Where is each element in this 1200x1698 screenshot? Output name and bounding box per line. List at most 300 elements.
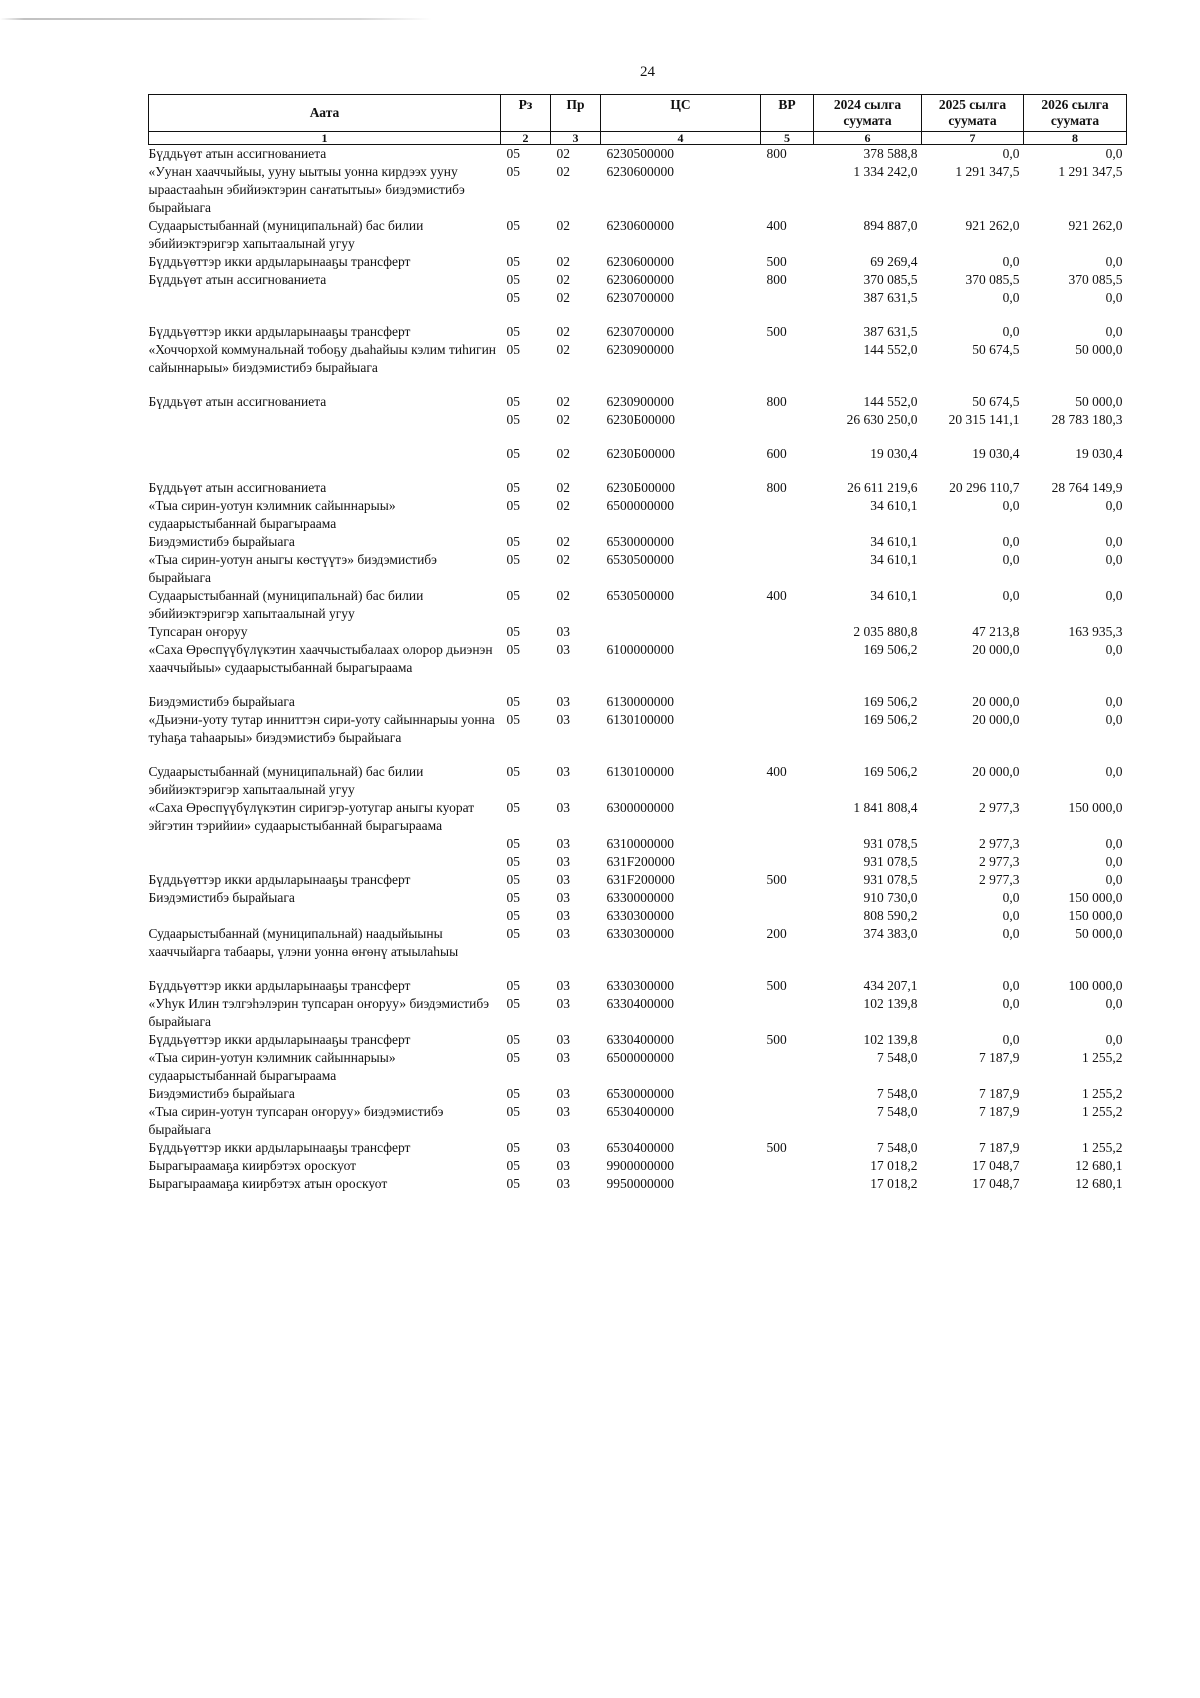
table-row [149,587,1127,623]
row-pr: 03 [556,1140,570,1155]
row-amount-2024: 169 506,2 [863,642,918,657]
row-amount-2026: 50 000,0 [1075,394,1123,409]
row-amount-2025: 0,0 [1002,588,1020,603]
row-vr [761,1175,814,1193]
row-amount-2025: 20 000,0 [972,712,1020,727]
row-vr: 500 [766,1140,787,1155]
row-pr: 02 [556,446,570,461]
row-amount-2024: 34 610,1 [870,552,918,567]
row-amount-2024: 102 139,8 [863,1032,918,1047]
row-amount-2026: 0,0 [1105,872,1123,887]
row-amount-2026: 28 764 149,9 [1051,480,1123,495]
row-cs: 6230700000 [606,324,674,339]
row-vr: 400 [766,764,787,779]
row-amount-2025: 17 048,7 [972,1176,1020,1191]
row-amount-2025: 7 187,9 [979,1140,1020,1155]
row-rz: 05 [506,694,520,709]
row-amount-2026: 0,0 [1105,642,1123,657]
row-cs: 6300000000 [606,800,674,815]
row-amount-2024: 169 506,2 [863,712,918,727]
row-vr: 500 [766,978,787,993]
row-rz: 05 [506,446,520,461]
row-vr: 400 [766,218,787,233]
row-amount-2026: 0,0 [1105,694,1123,709]
row-amount-2024: 7 548,0 [877,1086,918,1101]
row-rz: 05 [506,872,520,887]
table-row [149,623,1127,641]
row-amount-2026: 150 000,0 [1068,908,1123,923]
row-amount-2024: 931 078,5 [863,836,918,851]
row-amount-2025: 17 048,7 [972,1158,1020,1173]
table-row [149,889,1127,907]
row-name [149,853,501,871]
table-row [149,763,1127,799]
row-rz: 05 [506,552,520,567]
row-pr: 02 [556,164,570,179]
row-pr: 03 [556,1104,570,1119]
row-cs: 6230600000 [606,272,674,287]
row-rz: 05 [506,854,520,869]
column-number: 6 [814,132,922,145]
table-row [149,341,1127,393]
row-amount-2025: 0,0 [1002,552,1020,567]
row-vr [761,907,814,925]
table-row [149,977,1127,995]
row-amount-2024: 374 383,0 [863,926,918,941]
row-name: «Тыа сирин-уотун кэлимник сайыннарыы» судаарыстыбаннай бырагыраама [148,1050,396,1083]
row-amount-2024: 7 548,0 [877,1140,918,1155]
table-body [149,145,1127,1194]
row-rz: 05 [506,480,520,495]
table-row [149,853,1127,871]
row-amount-2025: 921 262,0 [965,218,1020,233]
row-pr: 02 [556,324,570,339]
row-amount-2026: 0,0 [1105,764,1123,779]
row-rz: 05 [506,164,520,179]
row-amount-2026: 0,0 [1105,836,1123,851]
row-name [149,835,501,853]
row-name [149,289,501,323]
row-vr [761,289,814,323]
row-cs: 9900000000 [606,1158,674,1173]
row-pr: 03 [556,764,570,779]
row-cs: 6530500000 [606,552,674,567]
row-amount-2024: 69 269,4 [870,254,918,269]
table-row [149,253,1127,271]
table-row [149,271,1127,289]
row-amount-2024: 1 334 242,0 [853,164,918,179]
row-vr: 400 [766,588,787,603]
row-amount-2024: 34 610,1 [870,534,918,549]
table-row [149,445,1127,479]
table-row [149,479,1127,497]
row-rz: 05 [506,498,520,513]
row-name: Бүддьүөттэр икки ардыларынааҕы трансферт [148,1032,411,1047]
row-rz: 05 [506,712,520,727]
row-amount-2026: 0,0 [1105,588,1123,603]
row-rz: 05 [506,394,520,409]
row-rz: 05 [506,890,520,905]
row-amount-2024: 931 078,5 [863,872,918,887]
row-amount-2025: 0,0 [1002,254,1020,269]
row-name: Судаарыстыбаннай (муниципальнай) наадыйыыны хааччыйарга табаары, үлэни уонна өҥөнү атыылаһыы [148,926,459,959]
row-amount-2025: 0,0 [1002,534,1020,549]
row-amount-2024: 34 610,1 [870,498,918,513]
row-cs: 6230600000 [606,218,674,233]
row-amount-2026: 1 255,2 [1082,1104,1123,1119]
row-pr: 02 [556,480,570,495]
row-amount-2025: 0,0 [1002,908,1020,923]
row-name: «Дьиэни-уоту тутар инниттэн сири-уоту сайыннарыы уонна туһаҕа таһаарыы» биэдэмистибэ бырайыага [148,712,495,745]
row-pr: 03 [556,908,570,923]
column-number-row [149,132,1127,145]
row-amount-2026: 150 000,0 [1068,800,1123,815]
header-cs: ЦС [601,95,761,132]
row-amount-2025: 370 085,5 [965,272,1020,287]
row-vr [761,341,814,393]
row-rz: 05 [506,1140,520,1155]
row-cs: 6330400000 [606,996,674,1011]
row-amount-2024: 17 018,2 [870,1158,918,1173]
row-name: «Хоччорхой коммунальнай тобоҕу дьаһайыы кэлим тиһигин сайыннарыы» биэдэмистибэ бырайыага [148,342,497,375]
row-pr: 03 [556,694,570,709]
row-name: «Уһук Илин тэлгэһэлэрин тупсаран оҥоруу» биэдэмистибэ бырайыага [148,996,490,1029]
row-amount-2026: 0,0 [1105,552,1123,567]
row-rz: 05 [506,218,520,233]
row-name: Бүддьүөттэр икки ардыларынааҕы трансферт [148,872,411,887]
row-vr [761,1085,814,1103]
row-pr: 03 [556,1158,570,1173]
row-amount-2026: 1 255,2 [1082,1140,1123,1155]
row-amount-2024: 144 552,0 [863,394,918,409]
row-amount-2025: 47 213,8 [972,624,1020,639]
row-name: Бүддьүөттэр икки ардыларынааҕы трансферт [148,1140,411,1155]
row-amount-2025: 7 187,9 [979,1104,1020,1119]
row-amount-2025: 7 187,9 [979,1086,1020,1101]
row-pr: 03 [556,978,570,993]
table-row [149,323,1127,341]
row-cs: 6130100000 [606,712,674,727]
row-vr [761,641,814,693]
table-row [149,217,1127,253]
row-name: Биэдэмистибэ бырайыага [148,1086,295,1101]
row-amount-2024: 894 887,0 [863,218,918,233]
header-2025: 2025 сылга суумата [922,95,1024,132]
row-name: «Тыа сирин-уотун аныгы көстүүтэ» биэдэмистибэ бырайыага [148,552,437,585]
row-cs: 6230Б00000 [606,446,676,461]
row-amount-2025: 20 000,0 [972,764,1020,779]
row-rz: 05 [506,342,520,357]
table-row [149,1157,1127,1175]
row-amount-2025: 1 291 347,5 [955,164,1020,179]
row-amount-2025: 7 187,9 [979,1050,1020,1065]
row-vr [761,411,814,445]
row-amount-2024: 910 730,0 [863,890,918,905]
table-row [149,711,1127,763]
row-name: Тупсаран оҥоруу [148,624,248,639]
row-name [149,907,501,925]
row-pr: 03 [556,642,570,657]
table-row [149,799,1127,835]
row-amount-2025: 0,0 [1002,498,1020,513]
row-cs: 6530000000 [606,1086,674,1101]
row-rz: 05 [506,146,520,161]
row-rz: 05 [506,996,520,1011]
row-amount-2024: 169 506,2 [863,694,918,709]
row-rz: 05 [506,926,520,941]
row-pr: 03 [556,1050,570,1065]
row-amount-2024: 17 018,2 [870,1176,918,1191]
row-cs: 6530400000 [606,1140,674,1155]
row-name: Биэдэмистибэ бырайыага [148,534,295,549]
table-row [149,393,1127,411]
scan-artifact-line [0,18,1200,20]
row-amount-2026: 12 680,1 [1075,1158,1123,1173]
column-number: 5 [761,132,814,145]
row-cs: 6330300000 [606,978,674,993]
row-amount-2025: 20 000,0 [972,694,1020,709]
row-name: Бүддьүөт атын ассигнованиета [148,394,327,409]
table-row [149,551,1127,587]
row-pr: 02 [556,588,570,603]
row-vr [761,889,814,907]
row-cs: 6230700000 [606,290,674,305]
row-amount-2024: 387 631,5 [863,324,918,339]
row-rz: 05 [506,1104,520,1119]
row-rz: 05 [506,1176,520,1191]
row-vr: 500 [766,1032,787,1047]
row-cs: 6230600000 [606,254,674,269]
table-row [149,411,1127,445]
table-row [149,533,1127,551]
column-number: 1 [149,132,501,145]
row-pr: 03 [556,624,570,639]
row-cs: 6230900000 [606,342,674,357]
row-amount-2024: 26 611 219,6 [847,480,918,495]
header-2026: 2026 сылга суумата [1024,95,1127,132]
row-amount-2025: 19 030,4 [972,446,1020,461]
row-amount-2024: 387 631,5 [863,290,918,305]
row-rz: 05 [506,534,520,549]
row-pr: 02 [556,254,570,269]
row-amount-2026: 50 000,0 [1075,342,1123,357]
table-row [149,1175,1127,1193]
table-row [149,1049,1127,1085]
row-amount-2026: 921 262,0 [1068,218,1123,233]
row-name: «Саха Өрөспүүбүлүкэтин хааччыстыбалаах олорор дьиэнэн хааччыйыы» судаарыстыбаннай бырагыраама [148,642,493,675]
column-number: 3 [551,132,601,145]
table-row [149,693,1127,711]
row-amount-2026: 50 000,0 [1075,926,1123,941]
row-name: Бүддьүөттэр икки ардыларынааҕы трансферт [148,324,411,339]
row-amount-2025: 20 000,0 [972,642,1020,657]
table-row [149,641,1127,693]
row-cs: 6530500000 [606,588,674,603]
row-amount-2024: 7 548,0 [877,1050,918,1065]
row-cs: 6530400000 [606,1104,674,1119]
row-rz: 05 [506,642,520,657]
row-pr: 03 [556,712,570,727]
row-cs: 6330300000 [606,926,674,941]
row-cs: 6330300000 [606,908,674,923]
row-cs: 6530000000 [606,534,674,549]
row-rz: 05 [506,412,520,427]
row-name: «Тыа сирин-уотун тупсаран оҥоруу» биэдэмистибэ бырайыага [148,1104,444,1137]
row-cs: 6500000000 [606,1050,674,1065]
row-amount-2026: 0,0 [1105,146,1123,161]
row-amount-2024: 169 506,2 [863,764,918,779]
row-amount-2024: 7 548,0 [877,1104,918,1119]
table-row [149,1139,1127,1157]
row-pr: 03 [556,996,570,1011]
row-pr: 03 [556,854,570,869]
table-row [149,145,1127,164]
row-pr: 02 [556,412,570,427]
table-row [149,289,1127,323]
row-pr: 02 [556,552,570,567]
row-cs: 6310000000 [606,836,674,851]
row-pr: 02 [556,146,570,161]
row-vr: 800 [766,394,787,409]
row-amount-2025: 2 977,3 [979,854,1020,869]
row-rz: 05 [506,1158,520,1173]
row-amount-2026: 1 255,2 [1082,1050,1123,1065]
row-rz: 05 [506,324,520,339]
row-amount-2025: 0,0 [1002,926,1020,941]
row-rz: 05 [506,624,520,639]
row-amount-2026: 100 000,0 [1068,978,1123,993]
row-name: «Саха Өрөспүүбүлүкэтин сиригэр-уотугар аныгы куорат эйгэтин тэрийии» судаарыстыбаннай бырагыраама [148,800,475,833]
row-name: Биэдэмистибэ бырайыага [148,694,295,709]
row-cs: 6330400000 [606,1032,674,1047]
row-amount-2024: 26 630 250,0 [846,412,918,427]
row-amount-2024: 370 085,5 [863,272,918,287]
row-amount-2026: 0,0 [1105,854,1123,869]
table-row [149,1103,1127,1139]
row-vr [761,835,814,853]
row-amount-2026: 1 255,2 [1082,1086,1123,1101]
row-amount-2026: 0,0 [1105,324,1123,339]
row-amount-2024: 931 078,5 [863,854,918,869]
row-amount-2024: 378 588,8 [863,146,918,161]
row-cs [601,623,761,641]
row-amount-2025: 50 674,5 [972,394,1020,409]
row-amount-2025: 20 296 110,7 [949,480,1020,495]
row-pr: 03 [556,800,570,815]
row-pr: 02 [556,342,570,357]
row-pr: 02 [556,534,570,549]
row-pr: 03 [556,872,570,887]
row-name: Судаарыстыбаннай (муниципальнай) бас билии эбийиэктэригэр хапытаалынай угуу [148,218,424,251]
row-vr [761,995,814,1031]
row-pr: 03 [556,926,570,941]
row-pr: 02 [556,218,570,233]
row-amount-2026: 12 680,1 [1075,1176,1123,1191]
row-amount-2026: 1 291 347,5 [1058,164,1123,179]
row-amount-2024: 34 610,1 [870,588,918,603]
row-pr: 02 [556,394,570,409]
row-rz: 05 [506,764,520,779]
row-name: «Уунан хааччыйыы, ууну ыытыы уонна кирдээх ууну ыраастааһын эбийиэктэрин саҥатытыы» биэдэмистибэ бырайыага [148,164,465,215]
row-vr: 800 [766,272,787,287]
row-amount-2026: 150 000,0 [1068,890,1123,905]
row-cs: 631F200000 [606,854,675,869]
row-cs: 6330000000 [606,890,674,905]
row-amount-2025: 0,0 [1002,146,1020,161]
header-2024: 2024 сылга суумата [814,95,922,132]
row-vr [761,1049,814,1085]
row-amount-2025: 20 315 141,1 [948,412,1020,427]
row-amount-2024: 19 030,4 [870,446,918,461]
row-cs: 6230600000 [606,164,674,179]
column-number: 4 [601,132,761,145]
row-amount-2026: 0,0 [1105,498,1123,513]
row-amount-2026: 0,0 [1105,290,1123,305]
header-rz: Рз [501,95,551,132]
row-rz: 05 [506,588,520,603]
row-vr [761,799,814,835]
row-vr [761,1157,814,1175]
row-amount-2025: 0,0 [1002,290,1020,305]
row-amount-2024: 808 590,2 [863,908,918,923]
row-vr [761,711,814,763]
column-number: 8 [1024,132,1127,145]
row-pr: 03 [556,1032,570,1047]
table-row [149,907,1127,925]
budget-table [148,94,1127,1193]
row-name [149,411,501,445]
row-amount-2026: 28 783 180,3 [1051,412,1123,427]
row-amount-2025: 0,0 [1002,978,1020,993]
row-cs: 6230900000 [606,394,674,409]
row-pr: 03 [556,890,570,905]
row-name: Бырагыраамаҕа киирбэтэх ороскуот [148,1158,357,1173]
row-amount-2026: 19 030,4 [1075,446,1123,461]
row-amount-2025: 0,0 [1002,1032,1020,1047]
table-row [149,497,1127,533]
row-vr: 600 [766,446,787,461]
row-name: Бүддьүөт атын ассигнованиета [148,146,327,161]
row-name: Судаарыстыбаннай (муниципальнай) бас билии эбийиэктэригэр хапытаалынай угуу [148,588,424,621]
row-vr: 800 [766,146,787,161]
row-vr: 500 [766,254,787,269]
row-cs: 6100000000 [606,642,674,657]
table-row [149,925,1127,977]
row-amount-2024: 1 841 808,4 [853,800,918,815]
row-amount-2025: 2 977,3 [979,800,1020,815]
row-amount-2025: 0,0 [1002,996,1020,1011]
header-pr: Пр [551,95,601,132]
row-cs: 6230Б00000 [606,412,676,427]
row-amount-2026: 0,0 [1105,534,1123,549]
row-rz: 05 [506,800,520,815]
row-rz: 05 [506,978,520,993]
column-number: 7 [922,132,1024,145]
row-pr: 02 [556,498,570,513]
row-name: Биэдэмистибэ бырайыага [148,890,295,905]
row-amount-2025: 2 977,3 [979,872,1020,887]
table-row [149,1031,1127,1049]
row-amount-2025: 2 977,3 [979,836,1020,851]
row-name: Бүддьүөттэр икки ардыларынааҕы трансферт [148,978,411,993]
row-amount-2026: 0,0 [1105,254,1123,269]
row-vr: 200 [766,926,787,941]
row-amount-2025: 50 674,5 [972,342,1020,357]
row-rz: 05 [506,1086,520,1101]
row-amount-2026: 0,0 [1105,996,1123,1011]
row-cs: 6130100000 [606,764,674,779]
table-row [149,163,1127,217]
